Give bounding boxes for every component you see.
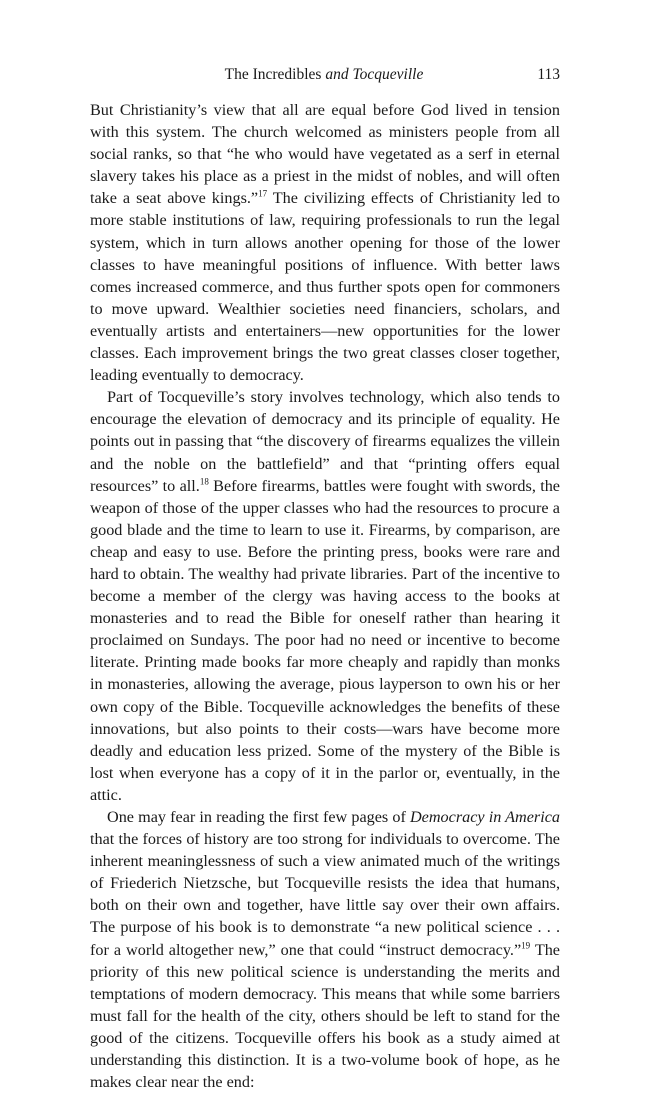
text-run: The civilizing effects of Christianity led to more stable institutions of law, requiring professionals to run the legal system, which in turn allows another opening for those of the lower classes to have meaningful positions of influence. With better laws comes increased commerce, and thus further spots open for commoners to move upward. Wealthier societies need financiers, scholars, and eventually artists and entertainers—new opportunities for the lower classes. Each improvement brings the two great classes closer together, leading eventually to democracy. — [90, 189, 560, 385]
footnote-ref: 18 — [199, 476, 209, 487]
text-run: But Christianity’s view that all are equal before God lived in tension with this system. The church welcomed as ministers people from all social ranks, so that “he who would have vegetated as a serf in eternal slavery takes his place as a priest in the midst of nobles, and will often take a seat above kings.” — [90, 101, 560, 208]
paragraph — [90, 386, 560, 806]
running-head-title-italic: and Tocqueville — [325, 66, 424, 83]
text-run: One may fear in reading the first few pages of — [107, 808, 410, 826]
paragraph — [90, 99, 560, 386]
running-head-title — [88, 66, 560, 84]
text-run: that the forces of history are too strong for individuals to overcome. The inherent meaninglessness of such a view animated much of the writings of Friederich Nietzsche, but Tocqueville resists the idea that humans, both on their own and together, have little say over their own affairs. The purpose of his book is to demonstrate “a new political science . . . for a world altogether new,” one that could “instruct democracy.” — [90, 830, 560, 959]
running-head-title-plain: The Incredibles — [224, 66, 326, 83]
running-head — [88, 66, 560, 88]
footnote-ref: 19 — [521, 940, 531, 951]
text-run: The priority of this new political science is understanding the merits and temptations of modern democracy. This means that while some barriers must fall for the health of the city, others should be left to stand for the good of the citizens. Tocqueville offers his book as a study aimed at understanding this distinction. It is a two-volume book of hope, as he makes clear near the end: — [90, 940, 560, 1092]
text-run: Before firearms, battles were fought with swords, the weapon of those of the upper classes who had the resources to procure a good blade and the time to learn to use it. Firearms, by comparison, are cheap and easy to use. Before the printing press, books were rare and hard to obtain. The wealthy had private libraries. Part of the incentive to become a member of the clergy was having access to the books at monasteries and to read the Bible for oneself rather than hearing it proclaimed on Sundays. The poor had no need or incentive to become literate. Printing made books far more cheaply and rapidly than monks in monasteries, allowing the average, pious layperson to own his or her own copy of the Bible. Tocqueville acknowledges the benefits of these innovations, but also points to their costs—wars have become more deadly and education less prized. Some of the mystery of the Bible is lost when everyone has a copy of it in the parlor or, eventually, in the attic. — [90, 476, 560, 804]
page-number: 113 — [537, 66, 560, 83]
italic-title: Democracy in America — [409, 808, 561, 826]
text-run: Part of Tocqueville’s story involves technology, which also tends to encourage the elevation of democracy and its principle of equality. He points out in passing that “the discovery of firearms equalizes the villein and the noble on the battlefield” and that “printing offers equal resources” to all. — [90, 388, 560, 495]
footnote-ref: 17 — [258, 188, 268, 199]
body-text — [90, 99, 560, 1093]
paragraph — [90, 806, 560, 1093]
